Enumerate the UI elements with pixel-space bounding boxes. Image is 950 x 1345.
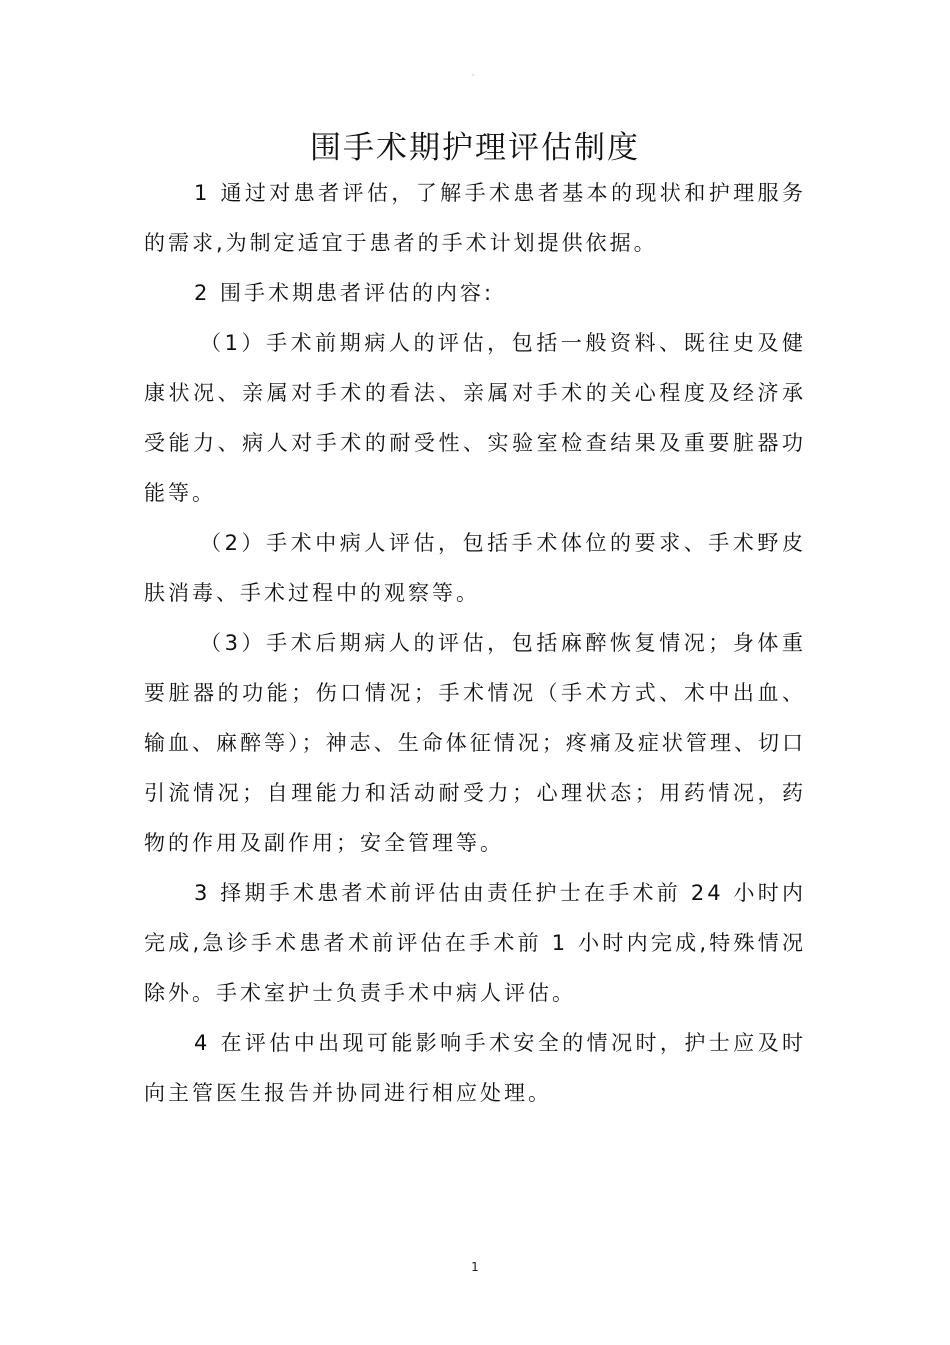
paragraph-preoperative-assessment: （1）手术前期病人的评估，包括一般资料、既往史及健康状况、亲属对手术的看法、亲属对手术的关心程度及经济承受能力、病人对手术的耐受性、实验室检查结果及重要脏器功能等。 [144, 331, 806, 505]
paragraph-purpose: 1 通过对患者评估，了解手术患者基本的现状和护理服务的需求,为制定适宜于患者的手术计划提供依据。 [144, 181, 806, 255]
paragraph-reporting: 4 在评估中出现可能影响手术安全的情况时，护士应及时向主管医生报告并协同进行相应处理。 [144, 1031, 806, 1105]
paragraph-content-heading: 2 围手术期患者评估的内容: [194, 281, 495, 305]
header-mark: 。 [471, 69, 479, 77]
paragraph-postoperative-assessment: （3）手术后期病人的评估，包括麻醉恢复情况；身体重要脏器的功能；伤口情况；手术情况（手术方式、术中出血、输血、麻醉等）；神志、生命体征情况；疼痛及症状管理、切口引流情况；自理能力和活动耐受力；心理状态；用药情况，药物的作用及副作用；安全管理等。 [144, 631, 806, 855]
page-number: 1 [471, 1260, 479, 1274]
document-body [144, 168, 806, 1118]
paragraph-timing: 3 择期手术患者术前评估由责任护士在手术前 24 小时内完成,急诊手术患者术前评估在手术前 1 小时内完成,特殊情况除外。手术室护士负责手术中病人评估。 [144, 881, 806, 1005]
paragraph-intraoperative-assessment: （2）手术中病人评估，包括手术体位的要求、手术野皮肤消毒、手术过程中的观察等。 [144, 531, 806, 605]
document-title: 围手术期护理评估制度 [310, 130, 640, 166]
